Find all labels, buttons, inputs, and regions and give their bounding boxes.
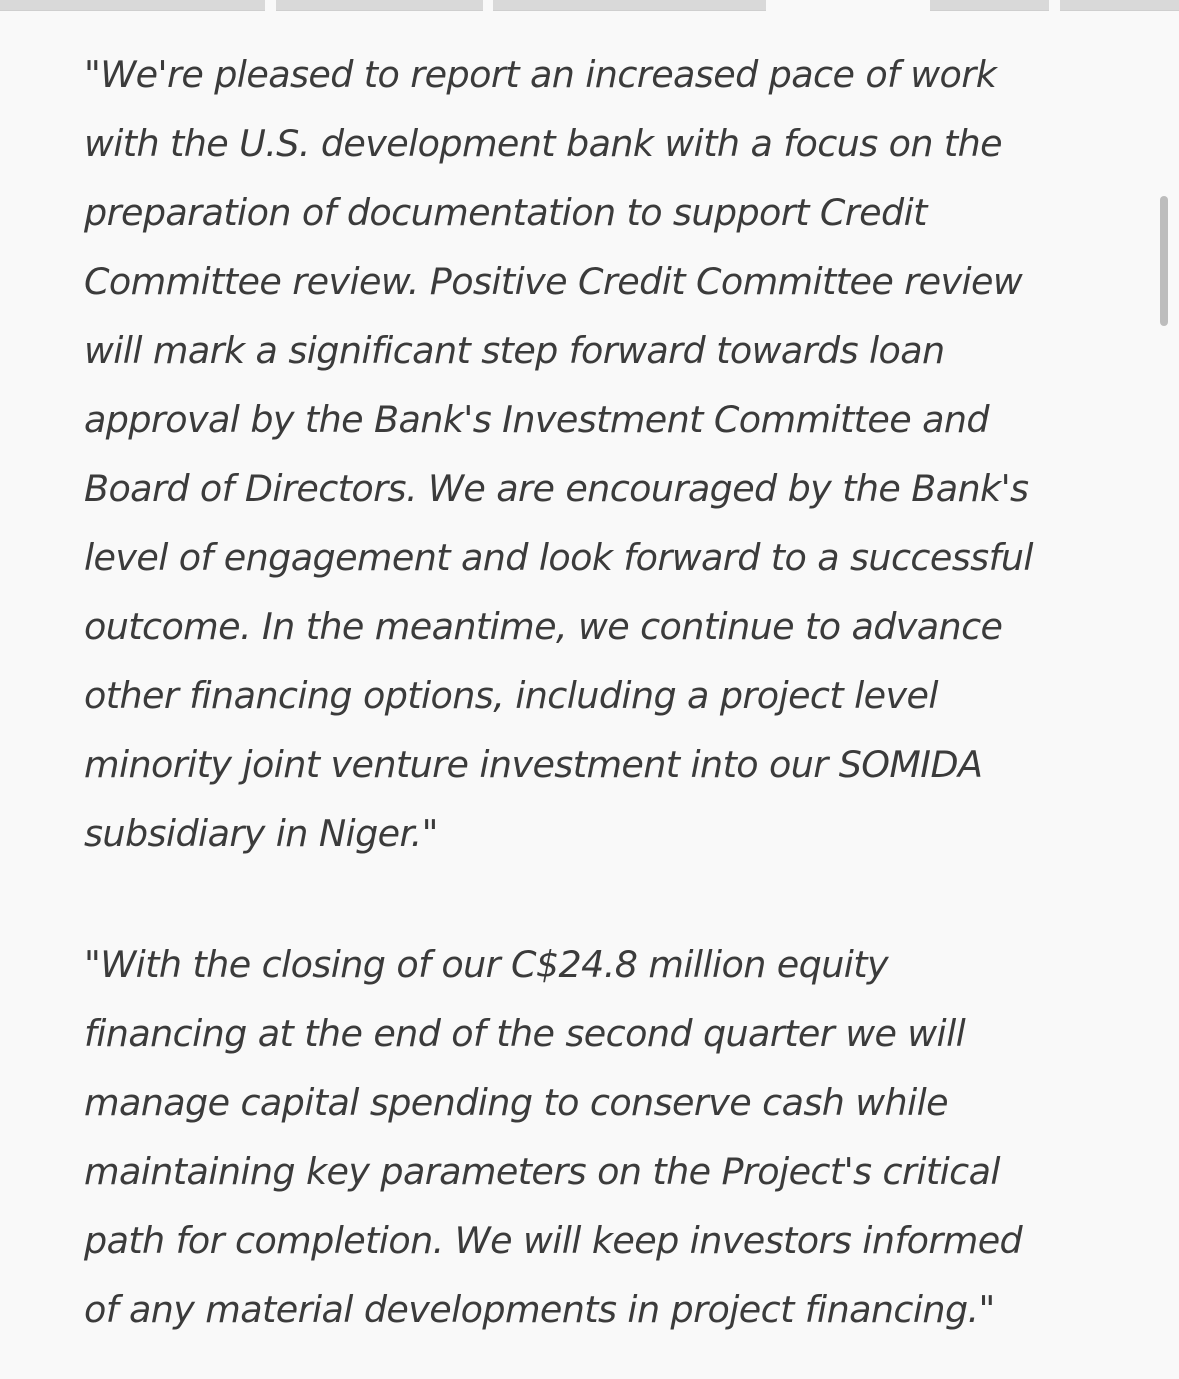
top-edge-segment	[1060, 0, 1179, 11]
quote-paragraph-2: "With the closing of our C$24.8 million equity financing at the end of the second quarter we will manage capital spending to conserve cash while maintaining key parameters on the Project's critical path for completion. We will keep investors informed of any material developments in project financing."	[84, 943, 1023, 1331]
top-edge-segment	[276, 0, 483, 11]
top-edge-segment	[930, 0, 1049, 11]
quote-paragraph-1: "We're pleased to report an increased pace of work with the U.S. development bank with a focus on the preparation of documentation to support Credit Committee review. Positive Credit Committee review will mark a significant step forward towards loan approval by the Bank's Investment Committee and Board of Directors. We are encouraged by the Bank's level of engagement and look forward to a successful outcome. In the meantime, we continue to advance other financing options, including a project level minority joint venture investment into our SOMIDA subsidiary in Niger."	[84, 53, 1033, 855]
vertical-scrollbar-thumb[interactable]	[1160, 196, 1168, 326]
top-edge-segment	[493, 0, 766, 11]
top-edge-strip	[0, 0, 1179, 10]
top-edge-segment	[0, 0, 265, 11]
article-body	[84, 40, 1134, 1331]
